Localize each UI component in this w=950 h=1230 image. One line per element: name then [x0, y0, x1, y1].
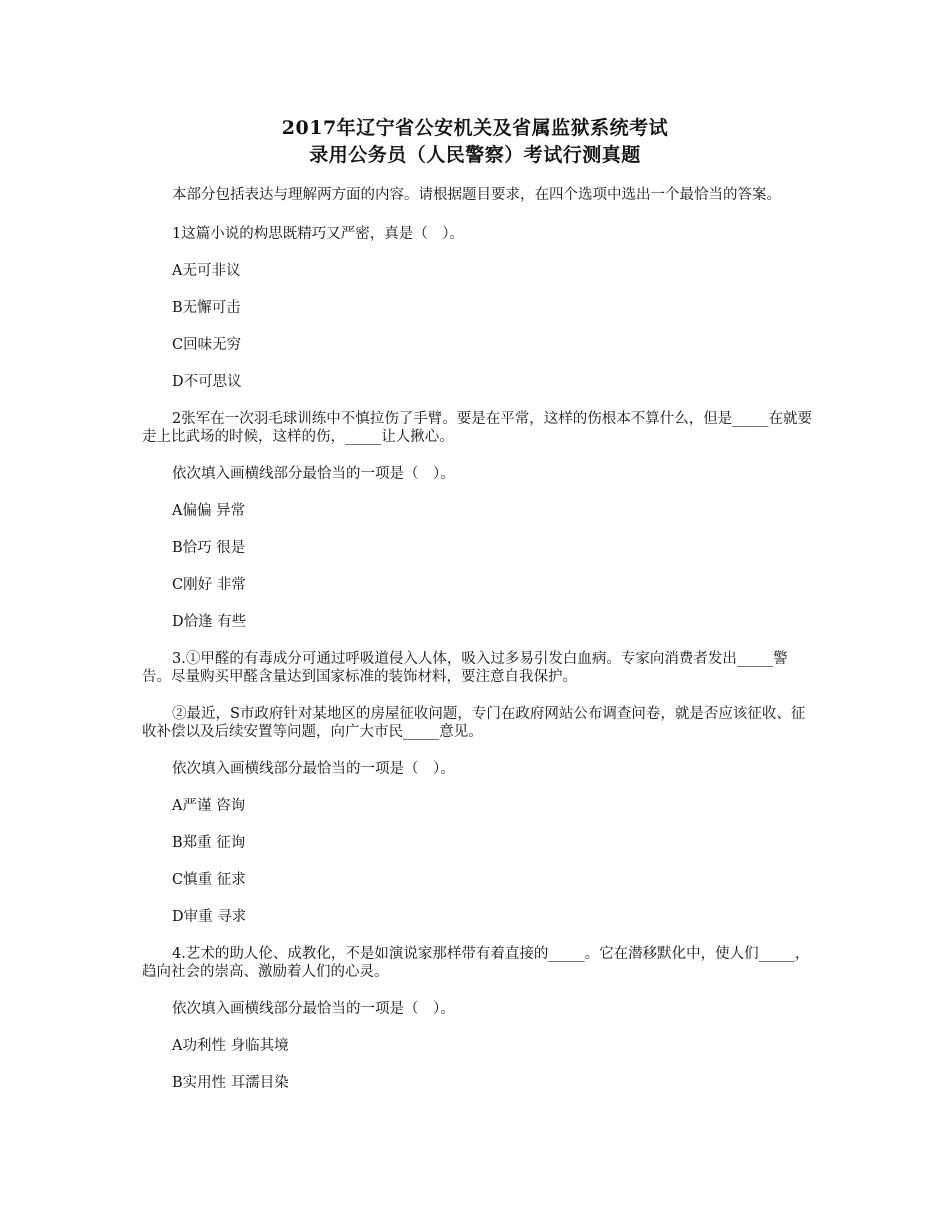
question-4-prompt: 依次填入画横线部分最恰当的一项是（ ）。: [172, 1001, 455, 1017]
question-3-stem-1: 3.①甲醛的有毒成分可通过呼吸道侵入人体，吸入过多易引发白血病。专家向消费者发出_____警告。尽量购买甲醛含量达到国家标准的装饰材料，要注意自我保护。: [142, 651, 788, 685]
question-1-option-d: D不可思议: [172, 374, 242, 390]
question-2-option-c: C刚好 非常: [172, 577, 246, 593]
question-1-option-b: B无懈可击: [172, 300, 241, 316]
question-4-option-a: A功利性 身临其境: [172, 1038, 289, 1054]
question-2-stem: 2张军在一次羽毛球训练中不慎拉伤了手臂。要是在平常，这样的伤根本不算什么，但是_____在就要走上比武场的时候，这样的伤，_____让人揪心。: [142, 411, 812, 445]
document-title-line2: 录用公务员（人民警察）考试行测真题: [309, 144, 641, 166]
question-2-option-b: B恰巧 很是: [172, 540, 246, 556]
document-body: [142, 186, 812, 1111]
intro-paragraph: 本部分包括表达与理解两方面的内容。请根据题目要求，在四个选项中选出一个最恰当的答案。: [172, 187, 781, 203]
question-3-option-a: A严谨 咨询: [172, 798, 246, 814]
question-3-option-d: D审重 寻求: [172, 909, 247, 925]
question-3-stem-2: ②最近，S市政府针对某地区的房屋征收问题，专门在政府网站公布调查问卷，就是否应该征收、征收补偿以及后续安置等问题，向广大市民_____意见。: [142, 706, 806, 740]
question-3-option-c: C慎重 征求: [172, 872, 246, 888]
question-4-option-b: B实用性 耳濡目染: [172, 1075, 289, 1091]
question-1-option-a: A无可非议: [172, 263, 241, 279]
question-2-prompt: 依次填入画横线部分最恰当的一项是（ ）。: [172, 466, 455, 482]
question-4-stem: 4.艺术的助人伦、成教化，不是如演说家那样带有着直接的_____。它在潜移默化中，使人们_____，趋向社会的崇高、激励着人们的心灵。: [142, 946, 810, 980]
question-3-option-b: B郑重 征询: [172, 835, 246, 851]
question-3-prompt: 依次填入画横线部分最恰当的一项是（ ）。: [172, 761, 455, 777]
question-1-stem: 1这篇小说的构思既精巧又严密，真是（ ）。: [172, 226, 464, 242]
question-1-option-c: C回味无穷: [172, 337, 242, 353]
question-2-option-d: D恰逢 有些: [172, 614, 247, 630]
document-title-line1: 2017年辽宁省公安机关及省属监狱系统考试: [281, 117, 669, 139]
question-2-option-a: A偏偏 异常: [172, 503, 246, 519]
